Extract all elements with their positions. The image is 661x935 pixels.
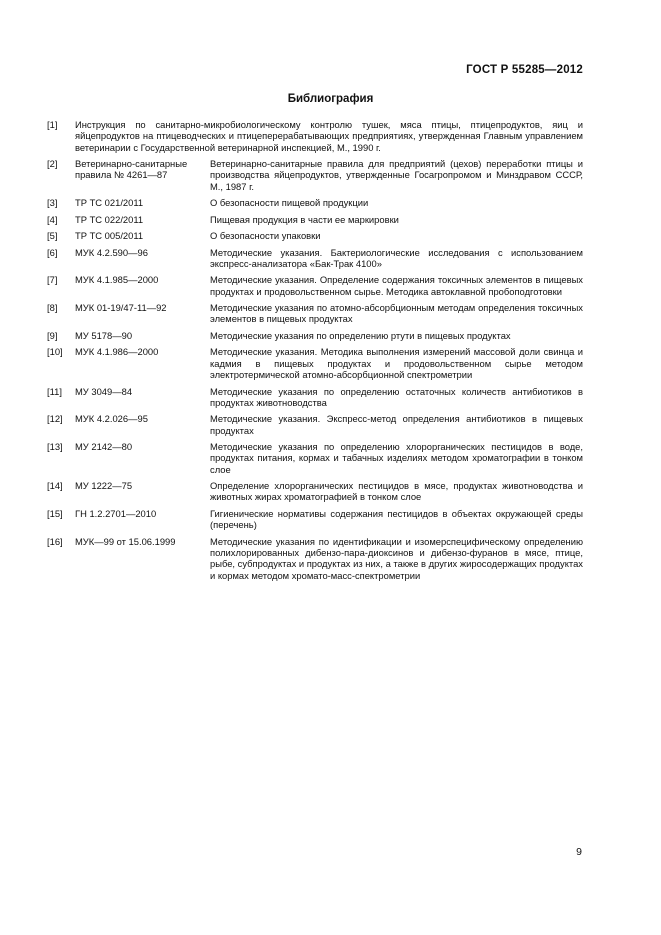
bibliography-entry xyxy=(47,197,583,208)
entry-document-code: ТР ТС 022/2011 xyxy=(75,213,144,225)
entry-document-code: МУК 4.2.026—95 xyxy=(75,413,148,425)
entry-description: Пищевая продукция в части ее маркировки xyxy=(210,213,399,225)
entry-number: [10] xyxy=(47,346,63,358)
bibliography-entry xyxy=(47,346,583,380)
entry-number: [6] xyxy=(47,246,58,258)
entry-number: [15] xyxy=(47,507,63,519)
entry-document-code: МУК 4.2.590—96 xyxy=(75,246,148,258)
entry-description: Гигиенические нормативы содержания пестицидов в объектах окружающей среды (перечень) xyxy=(210,507,583,531)
entry-description: Методические указания по идентификации и изомерспецифическому определению полихлорированных дибензо-пара-диоксинов и дибензо-фуранов в мясе, птице, рыбе, субпродуктах и продуктах из них, а также в других жиросодержащих продуктах и кормах методом хромато-масс-спектрометрии xyxy=(210,535,583,581)
entry-description: Определение хлорорганических пестицидов в мясе, продуктах животноводства и животных жирах хроматографией в тонком слое xyxy=(210,480,583,503)
entry-number: [13] xyxy=(47,441,63,453)
entry-document-code: МУК 01-19/47-11—92 xyxy=(75,302,167,314)
entry-description: Методические указания по определению ртути в пищевых продуктах xyxy=(210,329,511,341)
bibliography-entry xyxy=(47,413,583,436)
entry-description: Методические указания. Экспресс-метод определения антибиотиков в пищевых продуктах xyxy=(210,413,583,436)
entry-number: [3] xyxy=(47,197,58,209)
entry-description: Методические указания. Определение содержания токсичных элементов в пищевых продуктах и продовольственном сырье. Методика автоклавной пробоподготовки xyxy=(210,274,583,297)
entry-document-code: МУ 3049—84 xyxy=(75,385,133,397)
entry-number: [11] xyxy=(47,385,62,397)
entry-number: [9] xyxy=(47,329,58,341)
entry-document-code: ТР ТС 005/2011 xyxy=(75,230,144,242)
bibliography-entry xyxy=(47,158,583,192)
bibliography-entry xyxy=(47,274,583,297)
entry-document-code: МУ 2142—80 xyxy=(75,441,133,453)
entry-document-code: МУ 5178—90 xyxy=(75,329,133,341)
entry-number: [16] xyxy=(47,535,63,547)
entry-number: [7] xyxy=(47,274,58,286)
entry-document-code: МУ 1222—75 xyxy=(75,480,133,492)
entry-number: [12] xyxy=(47,413,63,425)
bibliography-entry xyxy=(47,441,583,475)
section-title: Библиография xyxy=(287,93,374,105)
entry-number: [5] xyxy=(47,230,58,242)
bibliography-entry xyxy=(47,536,583,581)
bibliography-entry xyxy=(47,508,583,531)
entry-description: О безопасности упаковки xyxy=(210,230,321,242)
bibliography-entry xyxy=(47,214,583,225)
entry-description: Методические указания. Методика выполнения измерений массовой доли свинца и кадмия в пищевых продуктах и продовольственном сырье методом электротермической атомно-абсорбционной спектрометрии xyxy=(210,346,583,381)
entry-number: [2] xyxy=(47,158,58,170)
bibliography-entry xyxy=(47,386,583,409)
page-number: 9 xyxy=(576,846,582,858)
bibliography-list xyxy=(47,119,583,586)
bibliography-entry xyxy=(47,119,583,153)
entry-document-code: ТР ТС 021/2011 xyxy=(75,197,144,209)
entry-description: О безопасности пищевой продукции xyxy=(210,197,369,209)
standard-code: ГОСТ Р 55285—2012 xyxy=(466,64,583,76)
entry-description: Методические указания по определению хлорорганических пестицидов в воде, продуктах питания, кормах и табачных изделиях методом хроматографии в тонком слое xyxy=(210,441,583,475)
entry-description: Методические указания по определению остаточных количеств антибиотиков в продуктах животноводства xyxy=(210,385,583,408)
entry-number: [4] xyxy=(47,213,58,225)
entry-document-code: Ветеринарно-санитарные правила № 4261—87 xyxy=(75,158,188,181)
bibliography-entry xyxy=(47,480,583,503)
entry-description: Методические указания. Бактериологические исследования с использованием экспресс-анализатора «Бак-Трак 4100» xyxy=(210,246,583,269)
entry-document-code: МУК 4.1.985—2000 xyxy=(75,274,159,286)
bibliography-entry xyxy=(47,302,583,325)
bibliography-entry xyxy=(47,247,583,270)
bibliography-entry xyxy=(47,330,583,341)
entry-document-code: МУК—99 от 15.06.1999 xyxy=(75,535,176,547)
bibliography-entry xyxy=(47,230,583,241)
entry-number: [1] xyxy=(47,119,58,130)
entry-document-code: ГН 1.2.2701—2010 xyxy=(75,507,157,519)
entry-document-code: МУК 4.1.986—2000 xyxy=(75,346,159,358)
entry-number: [8] xyxy=(47,302,58,314)
entry-description: Методические указания по атомно-абсорбционным методам определения токсичных элементов в пищевых продуктах xyxy=(210,302,583,325)
entry-description: Инструкция по санитарно-микробиологическому контролю тушек, мяса птицы, птицепродуктов, яиц и яйцепродуктов на птицеводческих и птицеперерабатывающих предприятиях, утвержденная Главным управлением ветеринарии с Государственной ветеринарной инспекцией, М., 1990 г. xyxy=(75,119,583,153)
entry-number: [14] xyxy=(47,480,63,492)
entry-description: Ветеринарно-санитарные правила для предприятий (цехов) переработки птицы и производства яйцепродуктов, утвержденные Госагропромом и Минздравом СССР, М., 1987 г. xyxy=(210,158,583,192)
